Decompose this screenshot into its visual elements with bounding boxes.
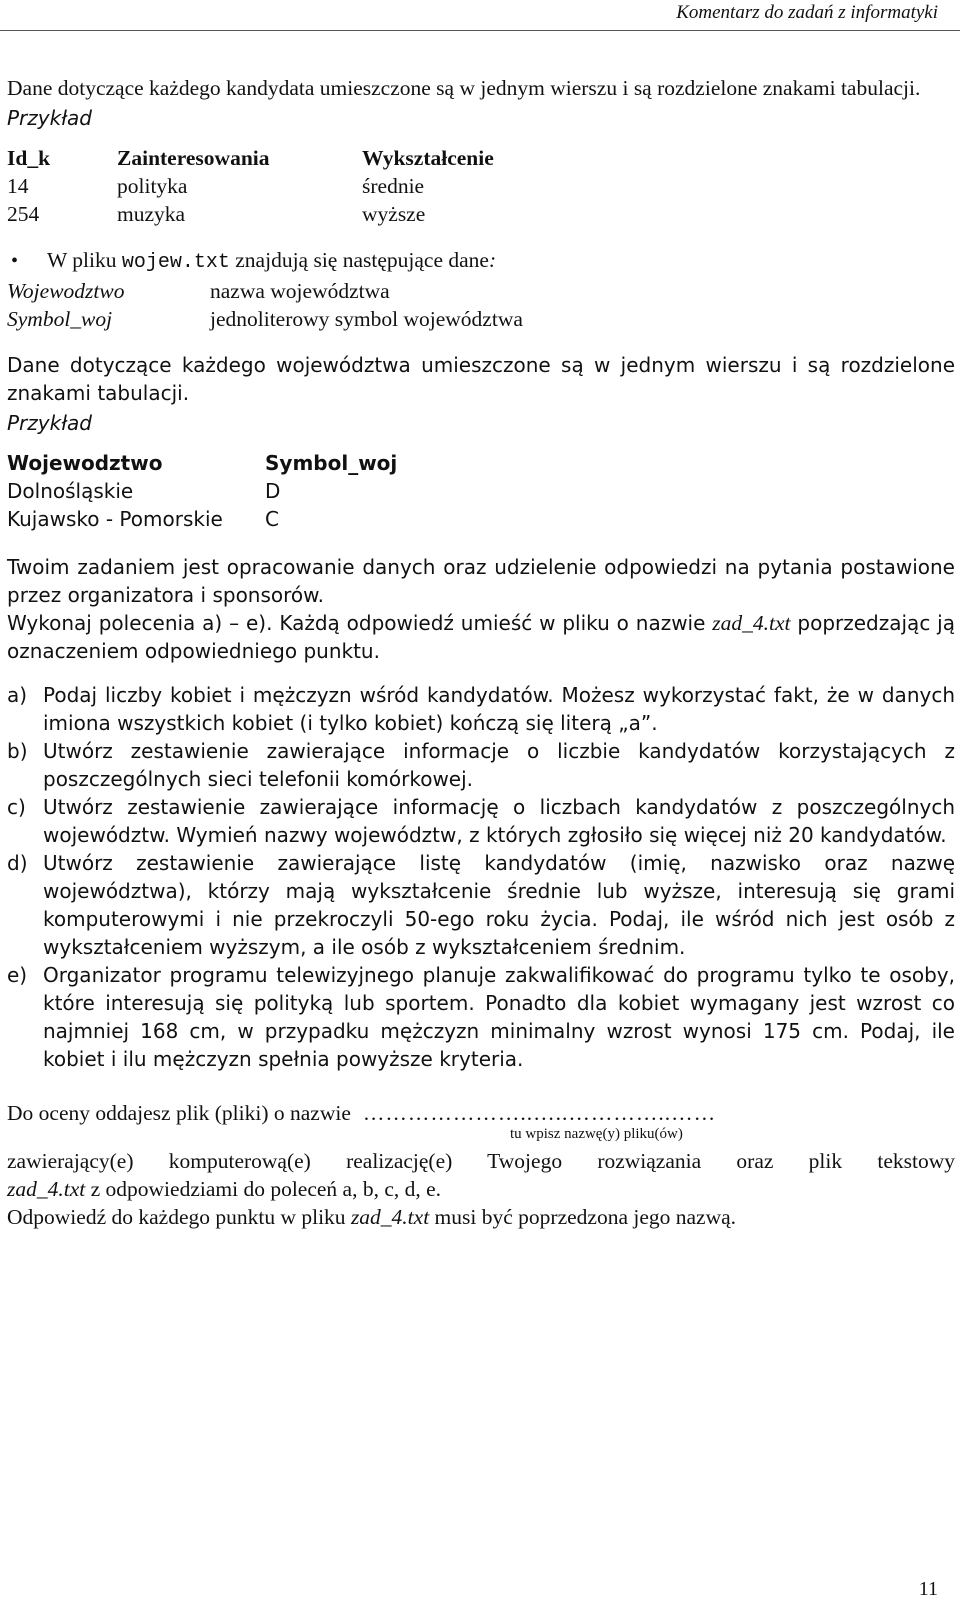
list-item-label: b) xyxy=(7,739,28,763)
candidates-example-table xyxy=(7,144,955,228)
list-item xyxy=(7,737,955,793)
submit-label: Do oceny oddajesz plik (pliki) o nazwie xyxy=(7,1101,351,1125)
list-item-label: c) xyxy=(7,795,26,819)
containing-file: zad_4.txt xyxy=(7,1177,86,1201)
wojew-example-label: Przykład xyxy=(7,411,92,435)
answer-text: musi być poprzedzona jego nazwą. xyxy=(429,1205,737,1229)
table-row xyxy=(7,200,955,228)
table-row xyxy=(7,172,955,200)
answer-line xyxy=(7,1203,955,1231)
table-cell: D xyxy=(265,479,281,503)
bullet-icon: • xyxy=(11,250,19,272)
list-item xyxy=(7,681,955,737)
page-content xyxy=(7,74,955,1231)
list-item-label: d) xyxy=(7,851,28,875)
list-item-text: Utwórz zestawienie zawierające informacje o liczbie kandydatów korzystających z poszczególnych sieci telefonii komórkowej. xyxy=(43,739,955,791)
field-name: Symbol_woj xyxy=(7,307,113,331)
table-cell: C xyxy=(265,507,279,531)
table-header-row xyxy=(7,144,955,172)
page-header xyxy=(0,0,960,31)
field-name: Wojewodztwo xyxy=(7,279,125,303)
list-item-label: e) xyxy=(7,963,28,987)
submit-line xyxy=(7,1099,955,1127)
task-list xyxy=(7,681,955,1073)
table-cell: średnie xyxy=(362,174,425,198)
header-title: Komentarz do zadań z informatyki xyxy=(676,2,938,23)
list-item xyxy=(7,849,955,961)
task-instructions-text: poprzedzając ją oznaczeniem odpowiedniego punktu. xyxy=(7,611,955,663)
list-item-text: Utwórz zestawienie zawierające informację o liczbach kandydatów z poszczególnych województw. Wymień nazwy województw, z których zgłosiło się więcej niż 20 kandydatów. xyxy=(43,795,955,847)
task-instructions xyxy=(7,609,955,665)
list-item-text: Organizator programu telewizyjnego planuje zakwalifikować do programu tylko te osoby, które interesują się polityką lub sportem. Ponadto dla kobiet wymagany jest wzrost co najmniej 168 cm, w przypadku mężczyzn minimalny wzrost wynosi 175 cm. Podaj, ile kobiet i ilu mężczyzn spełnia powyższe kryteria. xyxy=(43,963,955,1071)
task-instructions-text: Wykonaj polecenia a) – e). Każdą odpowiedź umieść w pliku o nazwie xyxy=(7,611,713,635)
wojew-intro-text: znajdują się następujące dane xyxy=(229,248,489,272)
containing-text: z odpowiedziami do poleceń a, b, c, d, e. xyxy=(85,1177,442,1201)
list-item-text: Utwórz zestawienie zawierające listę kandydatów (imię, nazwisko oraz nazwę województwa), którzy mają wykształcenie średnie lub wyższe, interesują się grami komputerowymi i nie przekroczyli 50-ego roku życia. Podaj, ile wśród nich jest osób z wykształceniem wyższym, a ile osób z wykształceniem średnim. xyxy=(43,851,955,959)
table-header-cell: Wykształcenie xyxy=(362,146,494,170)
wojew-description: Dane dotyczące każdego województwa umieszczone są w jednym wierszu i są rozdzielone znakami tabulacji. xyxy=(7,353,955,405)
field-row xyxy=(7,277,955,305)
task-file-name: zad_4.txt xyxy=(712,611,791,635)
table-header-cell: Zainteresowania xyxy=(117,146,270,170)
containing-line: zawierający(e) komputerową(e) realizację(e) Twojego rozwiązania oraz plik tekstowy xyxy=(7,1149,955,1173)
wojew-file-name: wojew.txt xyxy=(121,251,230,274)
page-number: 11 xyxy=(918,1578,938,1600)
wojew-intro-colon: : xyxy=(488,248,497,272)
list-item-label: a) xyxy=(7,683,28,707)
table-header-cell: Id_k xyxy=(7,146,51,170)
table-cell: wyższe xyxy=(362,202,426,226)
table-cell: Kujawsko - Pomorskie xyxy=(7,507,223,531)
table-cell: polityka xyxy=(117,174,188,198)
table-cell: 14 xyxy=(7,174,29,198)
wojew-example-table xyxy=(7,449,955,533)
table-cell: 254 xyxy=(7,202,40,226)
candidates-example-label: Przykład xyxy=(7,106,92,130)
wojew-intro-text: W pliku xyxy=(47,248,122,272)
field-row xyxy=(7,305,955,333)
table-header-row xyxy=(7,449,955,477)
list-item-text: Podaj liczby kobiet i mężczyzn wśród kandydatów. Możesz wykorzystać fakt, że w danych imiona wszystkich kobiet (i tylko kobiet) kończą się literą „a”. xyxy=(43,683,955,735)
table-cell: muzyka xyxy=(117,202,186,226)
wojew-intro xyxy=(7,246,955,277)
table-row xyxy=(7,477,955,505)
table-row xyxy=(7,505,955,533)
answer-text: Odpowiedź do każdego punktu w pliku xyxy=(7,1205,351,1229)
list-item xyxy=(7,793,955,849)
candidates-description: Dane dotyczące każdego kandydata umieszczone są w jednym wierszu i są rozdzielone znakami tabulacji. xyxy=(7,76,921,100)
table-header-cell: Wojewodztwo xyxy=(7,451,163,475)
task-intro: Twoim zadaniem jest opracowanie danych oraz udzielenie odpowiedzi na pytania postawione przez organizatora i sponsorów. xyxy=(7,555,955,607)
submit-dots: …………………..…..…………..…… xyxy=(362,1101,717,1125)
containing-rest xyxy=(7,1175,955,1203)
list-item xyxy=(7,961,955,1073)
field-description: nazwa województwa xyxy=(210,279,390,303)
field-description: jednoliterowy symbol województwa xyxy=(210,307,523,331)
answer-file: zad_4.txt xyxy=(350,1205,430,1229)
table-cell: Dolnośląskie xyxy=(7,479,134,503)
table-header-cell: Symbol_woj xyxy=(265,451,398,475)
submit-hint: tu wpisz nazwę(y) pliku(ów) xyxy=(510,1126,683,1142)
